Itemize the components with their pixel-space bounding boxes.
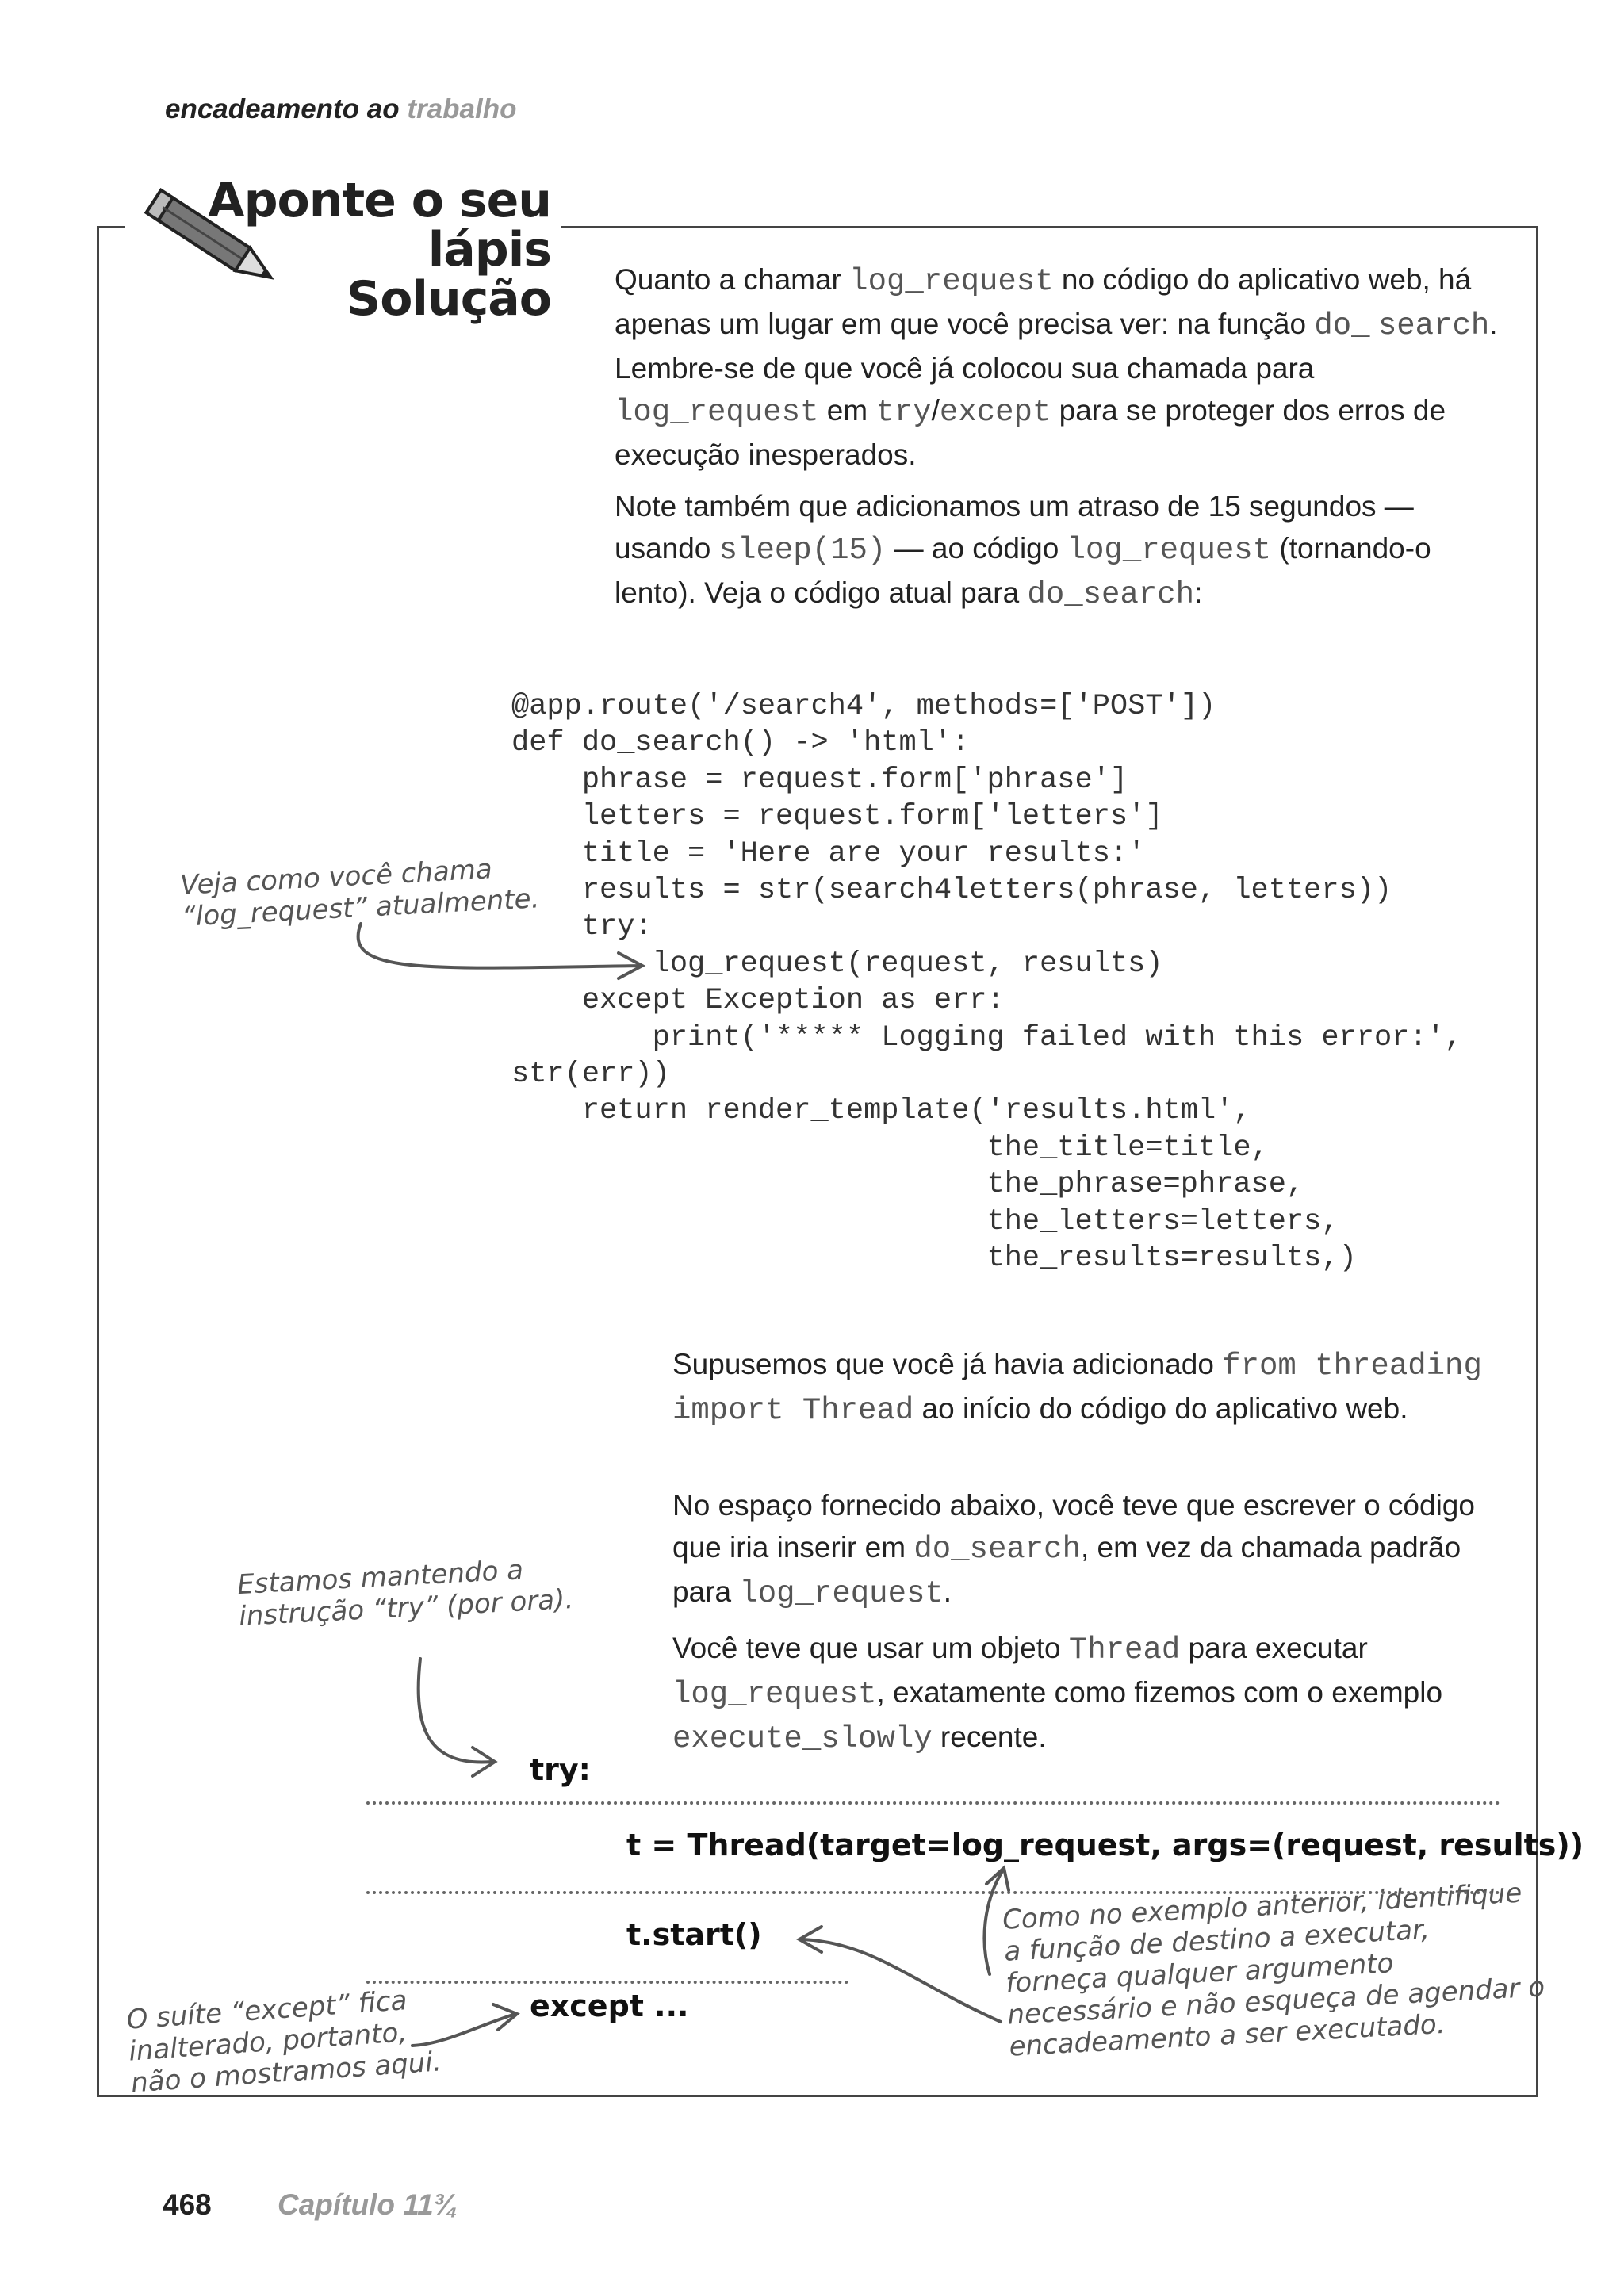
sharpen-title-line1: Aponte o seu lápis xyxy=(208,173,551,278)
code-listing xyxy=(511,688,1462,1277)
annotation-try: Estamos mantendo a instrução “try” (por ora). xyxy=(236,1554,575,1633)
inline-code: log_request xyxy=(615,395,819,430)
answer-line-3 xyxy=(366,1981,848,1984)
code-line: the_phrase=phrase, xyxy=(511,1168,1304,1202)
inline-code: do_search xyxy=(1027,577,1195,612)
annotation-call: Veja como você chama “log_request” atualmente. xyxy=(179,853,541,933)
code-line: results = str(search4letters(phrase, letters)) xyxy=(511,874,1392,908)
code-line: except Exception as err: xyxy=(511,984,1005,1018)
answer-line-1 xyxy=(366,1801,1500,1805)
code-line: the_letters=letters, xyxy=(511,1204,1339,1238)
intro-paragraph-2: Note também que adicionamos um atraso de 15 segundos — usando sleep(15) — ao código log_request (tornando-o lento). Veja o código atual para do_search: xyxy=(615,490,1431,612)
inline-code: log_request xyxy=(672,1677,877,1712)
code-line: str(err)) xyxy=(511,1058,670,1092)
code-line: letters = request.form['letters'] xyxy=(511,800,1163,834)
chapter-label: Capítulo 11¾ xyxy=(278,2188,458,2221)
page-number: 468 xyxy=(163,2188,212,2221)
inline-code: do_ xyxy=(1314,308,1370,343)
code-line: return render_template('results.html', xyxy=(511,1094,1251,1128)
inline-code: log_request xyxy=(739,1576,944,1611)
running-head-main: encadeamento ao xyxy=(165,94,400,124)
code-line: log_request(request, results) xyxy=(511,947,1163,981)
inline-code: Thread xyxy=(1068,1633,1181,1667)
body-paragraph-4: No espaço fornecido abaixo, você teve que escrever o código que iria inserir em do_search, em vez da chamada padrão para log_request. xyxy=(672,1489,1475,1611)
inline-code: execute_slowly xyxy=(672,1721,933,1756)
annotation-except: O suíte “except” fica inalterado, portanto, não o mostramos aqui. xyxy=(125,1985,442,2100)
sharpen-pencil-title xyxy=(202,173,551,327)
answer-try: try: xyxy=(530,1752,591,1787)
sharpen-title-line2: Solução xyxy=(347,271,551,327)
code-line: phrase = request.form['phrase'] xyxy=(511,763,1128,797)
inline-code: sleep(15) xyxy=(718,533,887,568)
code-line: title = 'Here are your results:' xyxy=(511,836,1146,871)
inline-code: log_request xyxy=(1067,533,1272,568)
answer-start-line: t.start() xyxy=(626,1917,762,1952)
intro-paragraph-1: Quanto a chamar log_request no código do aplicativo web, há apenas um lugar em que você precisa ver: na função do_ search. Lembre-se de que você já colocou sua chamada para log_request em try/except para se proteger dos erros de execução inesperados. xyxy=(615,263,1498,471)
annotation-thread: Como no exemplo anterior, identifique a função de destino a executar, forneça qualquer argumento necessário e não esqueça de agendar o encadeamento a ser executado. xyxy=(1002,1877,1545,2063)
code-line: the_title=title, xyxy=(511,1131,1269,1165)
code-line: print('***** Logging failed with this error:', xyxy=(511,1020,1462,1055)
code-line: def do_search() -> 'html': xyxy=(511,726,970,760)
inline-code: from threading import Thread xyxy=(672,1349,1482,1428)
answer-except: except ... xyxy=(530,1989,689,2023)
inline-code: except xyxy=(939,395,1051,430)
answer-thread-line: t = Thread(target=log_request, args=(request, results)) xyxy=(626,1828,1584,1862)
code-line: @app.route('/search4', methods=['POST']) xyxy=(511,690,1216,723)
inline-code: search xyxy=(1377,308,1490,343)
inline-code: try xyxy=(875,395,932,430)
inline-code: log_request xyxy=(849,264,1054,299)
inline-code: do_search xyxy=(914,1532,1081,1567)
body-paragraph-3: Supusemos que você já havia adicionado from threading import Thread ao início do código do aplicativo web. xyxy=(672,1348,1482,1428)
running-head-sub: trabalho xyxy=(407,94,517,124)
answer-line-2 xyxy=(366,1891,1500,1894)
code-line: the_results=results,) xyxy=(511,1242,1357,1276)
code-line: try: xyxy=(511,910,653,944)
running-head xyxy=(165,94,516,125)
body-paragraph-5: Você teve que usar um objeto Thread para executar log_request, exatamente como fizemos com o exemplo execute_slowly recente. xyxy=(672,1632,1443,1756)
